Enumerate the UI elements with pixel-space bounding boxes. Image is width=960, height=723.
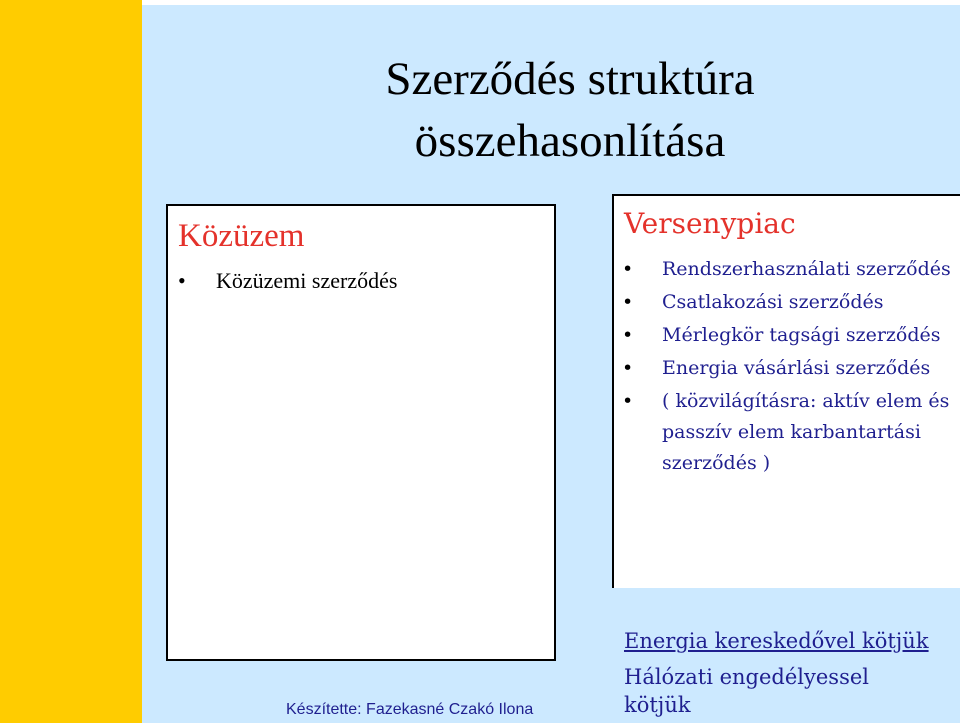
note-energy-trader: Energia kereskedővel kötjük bbox=[624, 629, 929, 653]
bullet: • bbox=[622, 357, 634, 379]
list-item-text: Rendszerhasználati szerződés bbox=[662, 258, 951, 280]
list-item-text: Mérlegkör tagsági szerződés bbox=[662, 324, 941, 346]
left-item-text: Közüzemi szerződés bbox=[216, 268, 398, 293]
list-item bbox=[622, 320, 960, 351]
list-item bbox=[622, 287, 960, 318]
bullet: • bbox=[622, 258, 634, 280]
right-heading: Versenypiac bbox=[624, 207, 796, 240]
note-network-licensee: Hálózati engedélyessel kötjük bbox=[624, 665, 870, 717]
bullet: • bbox=[622, 291, 634, 313]
list-item bbox=[622, 254, 960, 285]
bullet: • bbox=[622, 324, 634, 346]
bullet: • bbox=[622, 390, 634, 412]
title-line-1: Szerződés struktúra bbox=[385, 53, 755, 105]
list-item-text: Csatlakozási szerződés bbox=[662, 291, 884, 313]
list-item-text: ( közvilágításra: aktív elem és passzív elem karbantartási szerződés ) bbox=[662, 390, 950, 474]
author-credit: Készítette: Fazekasné Czakó Ilona bbox=[286, 701, 534, 718]
list-item-text: Energia vásárlási szerződés bbox=[662, 357, 931, 379]
list-item bbox=[622, 353, 960, 384]
bullet: • bbox=[178, 268, 186, 293]
slide-title bbox=[300, 48, 840, 172]
list-item bbox=[622, 386, 960, 479]
left-heading: Közüzem bbox=[178, 218, 305, 254]
left-accent-bar bbox=[0, 0, 142, 723]
title-line-2: összehasonlítása bbox=[414, 115, 726, 167]
left-list-item bbox=[178, 266, 397, 296]
right-list bbox=[622, 254, 960, 481]
